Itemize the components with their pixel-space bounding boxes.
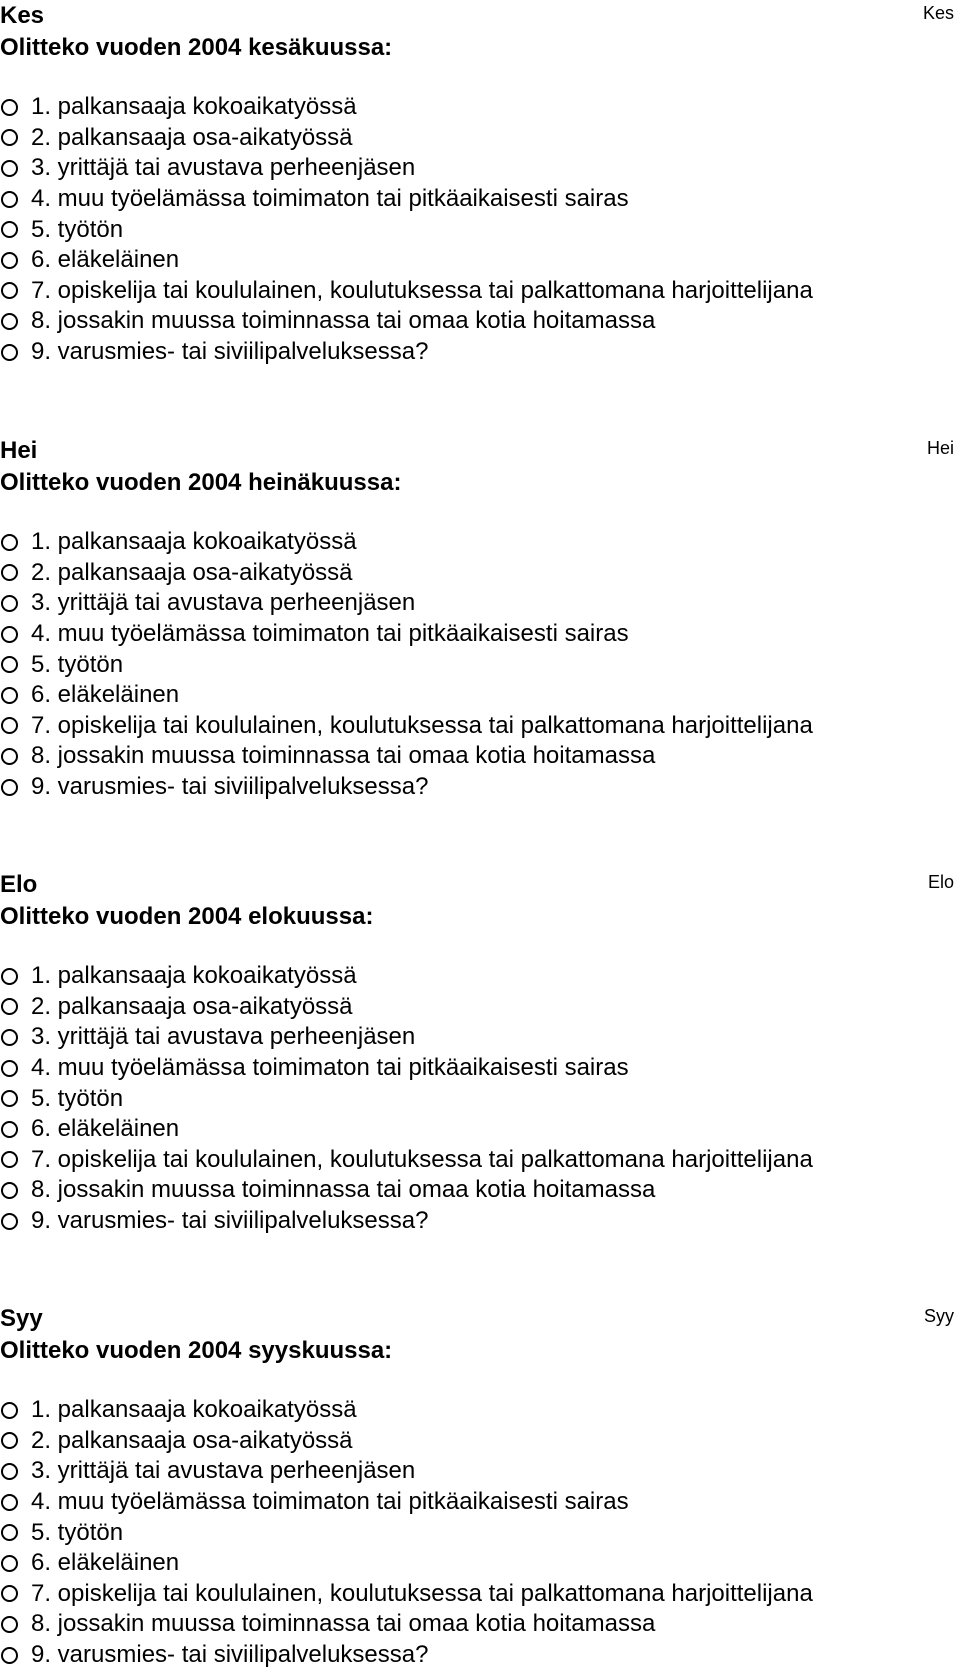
radio-circle-icon[interactable] — [1, 1555, 18, 1572]
radio-circle-icon[interactable] — [1, 1090, 18, 1107]
variable-code: Hei — [0, 437, 38, 464]
option-label: 9. varusmies- tai siviilipalveluksessa? — [31, 1641, 429, 1669]
variable-code: Elo — [0, 871, 38, 898]
question-text: Olitteko vuoden 2004 syyskuussa: — [0, 1337, 393, 1364]
option-label: 2. palkansaaja osa-aikatyössä — [31, 123, 353, 151]
option-label: 2. palkansaaja osa-aikatyössä — [31, 558, 353, 586]
answer-option[interactable] — [0, 619, 813, 650]
answer-option[interactable] — [0, 1053, 813, 1084]
answer-option[interactable] — [0, 558, 813, 589]
radio-circle-icon[interactable] — [1, 282, 18, 299]
radio-circle-icon[interactable] — [1, 129, 18, 146]
answer-option[interactable] — [0, 92, 813, 123]
answer-option[interactable] — [0, 1640, 813, 1671]
answer-option[interactable] — [0, 276, 813, 307]
option-label: 6. eläkeläinen — [31, 246, 180, 274]
radio-circle-icon[interactable] — [1, 191, 18, 208]
radio-circle-icon[interactable] — [1, 1616, 18, 1633]
answer-option[interactable] — [0, 961, 813, 992]
option-label: 8. jossakin muussa toiminnassa tai omaa kotia hoitamassa — [31, 742, 656, 770]
answer-option[interactable] — [0, 772, 813, 803]
radio-circle-icon[interactable] — [1, 656, 18, 673]
radio-circle-icon[interactable] — [1, 1494, 18, 1511]
option-label: 6. eläkeläinen — [31, 1549, 180, 1577]
radio-circle-icon[interactable] — [1, 998, 18, 1015]
answer-option[interactable] — [0, 992, 813, 1023]
option-label: 7. opiskelija tai koululainen, koulutuksessa tai palkattomana harjoittelijana — [31, 276, 813, 304]
option-label: 5. työtön — [31, 650, 124, 678]
answer-option[interactable] — [0, 527, 813, 558]
radio-circle-icon[interactable] — [1, 687, 18, 704]
answer-options — [0, 961, 813, 1236]
radio-circle-icon[interactable] — [1, 534, 18, 551]
radio-circle-icon[interactable] — [1, 1585, 18, 1602]
radio-circle-icon[interactable] — [1, 1121, 18, 1138]
variable-tag: Syy — [923, 1306, 954, 1326]
radio-circle-icon[interactable] — [1, 1182, 18, 1199]
option-label: 7. opiskelija tai koululainen, koulutuksessa tai palkattomana harjoittelijana — [31, 1579, 813, 1607]
option-label: 9. varusmies- tai siviilipalveluksessa? — [31, 1207, 429, 1235]
option-label: 3. yrittäjä tai avustava perheenjäsen — [31, 1457, 416, 1485]
answer-option[interactable] — [0, 1548, 813, 1579]
answer-option[interactable] — [0, 1609, 813, 1640]
radio-circle-icon[interactable] — [1, 252, 18, 269]
answer-option[interactable] — [0, 1579, 813, 1610]
radio-circle-icon[interactable] — [1, 1213, 18, 1230]
option-label: 4. muu työelämässa toimimaton tai pitkäaikaisesti sairas — [31, 620, 629, 648]
answer-option[interactable] — [0, 1517, 813, 1548]
radio-circle-icon[interactable] — [1, 1463, 18, 1480]
answer-option[interactable] — [0, 1145, 813, 1176]
option-label: 6. eläkeläinen — [31, 1115, 180, 1143]
option-label: 3. yrittäjä tai avustava perheenjäsen — [31, 589, 416, 617]
radio-circle-icon[interactable] — [1, 717, 18, 734]
answer-option[interactable] — [0, 588, 813, 619]
answer-option[interactable] — [0, 153, 813, 184]
variable-tag: Kes — [922, 3, 954, 23]
answer-option[interactable] — [0, 1083, 813, 1114]
answer-option[interactable] — [0, 1456, 813, 1487]
option-label: 8. jossakin muussa toiminnassa tai omaa kotia hoitamassa — [31, 1610, 656, 1638]
answer-option[interactable] — [0, 337, 813, 368]
answer-option[interactable] — [0, 1114, 813, 1145]
radio-circle-icon[interactable] — [1, 564, 18, 581]
radio-circle-icon[interactable] — [1, 1060, 18, 1077]
option-label: 3. yrittäjä tai avustava perheenjäsen — [31, 154, 416, 182]
radio-circle-icon[interactable] — [1, 748, 18, 765]
option-label: 8. jossakin muussa toiminnassa tai omaa kotia hoitamassa — [31, 1176, 656, 1204]
answer-option[interactable] — [0, 1175, 813, 1206]
option-label: 1. palkansaaja kokoaikatyössä — [31, 528, 357, 556]
option-label: 9. varusmies- tai siviilipalveluksessa? — [31, 773, 429, 801]
option-label: 5. työtön — [31, 215, 124, 243]
radio-circle-icon[interactable] — [1, 626, 18, 643]
variable-tag: Elo — [927, 872, 954, 892]
radio-circle-icon[interactable] — [1, 313, 18, 330]
answer-options — [0, 527, 813, 802]
option-label: 4. muu työelämässa toimimaton tai pitkäaikaisesti sairas — [31, 185, 629, 213]
option-label: 3. yrittäjä tai avustava perheenjäsen — [31, 1023, 416, 1051]
option-label: 7. opiskelija tai koululainen, koulutuksessa tai palkattomana harjoittelijana — [31, 711, 813, 739]
option-label: 5. työtön — [31, 1518, 124, 1546]
answer-option[interactable] — [0, 1395, 813, 1426]
radio-circle-icon[interactable] — [1, 1524, 18, 1541]
answer-option[interactable] — [0, 214, 813, 245]
option-label: 2. palkansaaja osa-aikatyössä — [31, 1426, 353, 1454]
option-label: 6. eläkeläinen — [31, 681, 180, 709]
radio-circle-icon[interactable] — [1, 1029, 18, 1046]
radio-circle-icon[interactable] — [1, 1647, 18, 1664]
option-label: 1. palkansaaja kokoaikatyössä — [31, 962, 357, 990]
option-label: 4. muu työelämässa toimimaton tai pitkäaikaisesti sairas — [31, 1488, 629, 1516]
radio-circle-icon[interactable] — [1, 344, 18, 361]
answer-option[interactable] — [0, 306, 813, 337]
option-label: 7. opiskelija tai koululainen, koulutuksessa tai palkattomana harjoittelijana — [31, 1145, 813, 1173]
radio-circle-icon[interactable] — [1, 1432, 18, 1449]
radio-circle-icon[interactable] — [1, 99, 18, 116]
question-text: Olitteko vuoden 2004 heinäkuussa: — [0, 469, 402, 496]
answer-option[interactable] — [0, 1206, 813, 1237]
variable-tag: Hei — [926, 438, 954, 458]
answer-options — [0, 1395, 813, 1670]
answer-option[interactable] — [0, 1487, 813, 1518]
option-label: 1. palkansaaja kokoaikatyössä — [31, 1396, 357, 1424]
answer-option[interactable] — [0, 184, 813, 215]
radio-circle-icon[interactable] — [1, 968, 18, 985]
question-text: Olitteko vuoden 2004 elokuussa: — [0, 903, 374, 930]
radio-circle-icon[interactable] — [1, 595, 18, 612]
option-label: 2. palkansaaja osa-aikatyössä — [31, 992, 353, 1020]
variable-code: Syy — [0, 1305, 43, 1332]
radio-circle-icon[interactable] — [1, 779, 18, 796]
radio-circle-icon[interactable] — [1, 221, 18, 238]
radio-circle-icon[interactable] — [1, 1402, 18, 1419]
answer-option[interactable] — [0, 680, 813, 711]
answer-option[interactable] — [0, 123, 813, 154]
answer-option[interactable] — [0, 649, 813, 680]
radio-circle-icon[interactable] — [1, 160, 18, 177]
option-label: 9. varusmies- tai siviilipalveluksessa? — [31, 338, 429, 366]
option-label: 5. työtön — [31, 1084, 124, 1112]
answer-options — [0, 92, 813, 367]
option-label: 4. muu työelämässa toimimaton tai pitkäaikaisesti sairas — [31, 1054, 629, 1082]
option-label: 8. jossakin muussa toiminnassa tai omaa kotia hoitamassa — [31, 307, 656, 335]
option-label: 1. palkansaaja kokoaikatyössä — [31, 93, 357, 121]
answer-option[interactable] — [0, 1426, 813, 1457]
variable-code: Kes — [0, 2, 45, 29]
answer-option[interactable] — [0, 711, 813, 742]
question-text: Olitteko vuoden 2004 kesäkuussa: — [0, 34, 393, 61]
answer-option[interactable] — [0, 245, 813, 276]
answer-option[interactable] — [0, 1022, 813, 1053]
answer-option[interactable] — [0, 741, 813, 772]
radio-circle-icon[interactable] — [1, 1151, 18, 1168]
